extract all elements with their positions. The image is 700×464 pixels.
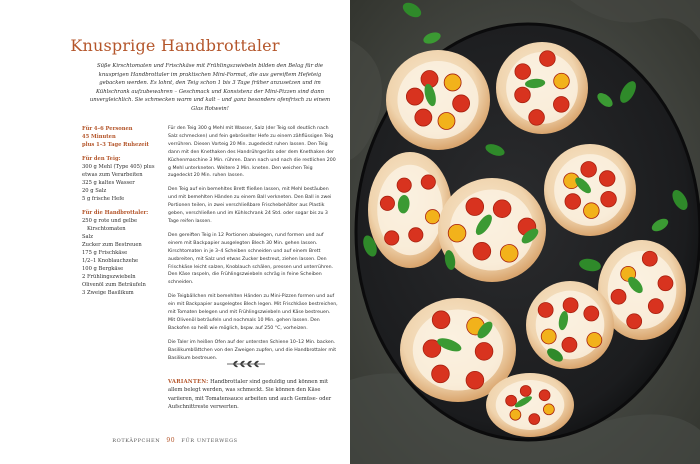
ingredient-item: 300 g Mehl (Type 405) plus etwas zum Verarbeiten xyxy=(82,164,155,178)
tomato-slice xyxy=(475,343,493,361)
ingredient-item: 175 g Frischkäse xyxy=(82,250,128,256)
tomato-slice xyxy=(448,224,466,242)
tomato-slice xyxy=(493,200,511,218)
servings: Für 4–6 Personen xyxy=(82,126,133,132)
tomato-slice xyxy=(563,298,578,313)
tomato-slice xyxy=(584,203,600,219)
tomato-slice xyxy=(466,198,484,216)
tomato-slice xyxy=(553,97,569,113)
tomato-slice xyxy=(581,162,597,178)
tomato-slice xyxy=(520,386,531,397)
ingredient-item: 20 g Salz xyxy=(82,188,107,194)
rest-time: plus 1–3 Tage Ruhezeit xyxy=(82,142,149,148)
footer-chapter: FÜR UNTERWEGS xyxy=(181,438,238,444)
page-number: 90 xyxy=(166,437,176,444)
tomato-slice xyxy=(409,228,423,242)
tomato-slice xyxy=(565,194,581,210)
tomato-slice xyxy=(380,196,394,210)
ingredient-item: Kirschtomaten xyxy=(87,226,126,232)
ingredient-item: 250 g rote und gelbe xyxy=(82,218,138,224)
recipe-intro: Süße Kirschtomaten und Frischkäse mit Frühlingszwiebeln bilden den Belag für die knusprigen Handbrottaler im praktischen Mini-Format, die aus gereiftem Hefeteig gebacken werden. Es lohnt, den Teig schon 1 bis 3 Tage früher anzusetzen und im Kühlschrank aufzubewahren – Geschmack und Konsistenz der Mini-Pizzen sind dann unvergleichlich. Sie schmecken warm und kalt – und ganz besonders ofenfrisch zu einem Glas Rotwein! xyxy=(89,63,331,112)
tomato-slice xyxy=(562,337,577,352)
tomato-slice xyxy=(627,314,642,329)
tomato-slice xyxy=(421,175,435,189)
tomato-slice xyxy=(385,231,399,245)
tomato-slice xyxy=(529,110,545,126)
method-text xyxy=(168,125,338,368)
tomato-slice xyxy=(658,276,673,291)
topping-heading: Für die Handbrottaler: xyxy=(82,210,149,216)
tomato-slice xyxy=(540,51,556,67)
tomato-slice xyxy=(539,390,550,401)
tomato-slice xyxy=(599,171,615,187)
tomato-slice xyxy=(397,178,411,192)
step-paragraph: Die Teigbällchen mit bemehlten Händen zu Mini-Pizzen formen und auf ein mit Backpapier ausgelegtes Blech legen. Mit Frischkäse bestreichen, mit Tomaten belegen und mit Frühlingszwiebeln und Käse bestreuen. Mit Olivenöl beträufeln und nochmals 10 Min. gehen lassen. Den Backofen so heiß wie möglich, bspw. auf 250 °C, vorheizen. xyxy=(168,294,338,331)
tomato-slice xyxy=(515,64,531,80)
ingredient-item: 5 g frische Hefe xyxy=(82,196,125,202)
tomato-slice xyxy=(541,329,556,344)
ingredient-item: Salz xyxy=(82,234,94,240)
tomato-slice xyxy=(432,365,450,383)
tomato-slice xyxy=(432,311,450,329)
tomato-slice xyxy=(425,210,439,224)
footer-book-title: ROTKÄPPCHEN xyxy=(112,438,161,444)
ingredient-item: 2 Frühlingszwiebeln xyxy=(82,274,136,280)
mini-pizzas-photo xyxy=(350,0,700,464)
tomato-slice xyxy=(415,109,432,126)
step-paragraph: Den Teig auf ein bemehltes Brett fließen lassen, mit Mehl bestäuben und mit bemehlten Händen zu einem Ball verkneten. Den Ball in zwei Portionen teilen, in zwei verschließbare Frischebehälter aus Plastik geben, verschließen und im Kühlschrank 24 Std. oder sogar bis zu 3 Tage reifen lassen. xyxy=(168,187,332,224)
tomato-slice xyxy=(466,371,484,389)
tomato-slice xyxy=(510,409,521,420)
ingredient-item: 325 g kaltes Wasser xyxy=(82,180,135,186)
ingredient-item: Olivenöl zum Beträufeln xyxy=(82,282,146,288)
tomato-slice xyxy=(601,191,617,207)
prep-time: 45 Minuten xyxy=(82,134,116,140)
variants-note xyxy=(168,378,338,411)
page-footer xyxy=(0,437,350,444)
step-paragraph: Für den Teig 300 g Mehl mit Wasser, Salz (der Teig soll deutlich nach Salz schmecken) und fein gebröselter Hefe zu einem zähflüssigen Teig verrühren. Diesen Vorteig 20 Min. zugedeckt ruhen lassen. Den Teig dann mit den Knethaken des Handrührgeräts oder dem Knethaken der Küchenmaschine 3 Min. rühren. Dann nach und nach die restlichen 200 g Mehl unterkneten. Weitere 2 Min. kneten. Den weichen Teig zugedeckt 20 Min. ruhen lassen. xyxy=(168,126,336,179)
tomato-slice xyxy=(438,112,455,129)
ingredient-item: 3 Zweige Basilikum xyxy=(82,290,134,296)
leaf-ornament-icon xyxy=(225,358,267,370)
tomato-slice xyxy=(584,306,599,321)
tomato-slice xyxy=(515,87,531,103)
tomato-slice xyxy=(500,244,518,262)
tomato-slice xyxy=(648,299,663,314)
variants-label: VARIANTEN: xyxy=(168,379,209,385)
tomato-slice xyxy=(529,414,540,425)
ingredient-item: 100 g Bergkäse xyxy=(82,266,124,272)
tomato-slice xyxy=(453,95,470,112)
tomato-slice xyxy=(554,73,570,89)
tomato-slice xyxy=(611,289,626,304)
ingredient-item: 1/2–1 Knoblauchzehe xyxy=(82,258,139,264)
tomato-slice xyxy=(473,242,491,260)
tomato-slice xyxy=(506,395,517,406)
ingredients-sidebar xyxy=(82,125,162,297)
tomato-slice xyxy=(406,88,423,105)
tomato-slice xyxy=(538,303,553,318)
dough-heading: Für den Teig: xyxy=(82,156,121,162)
tomato-slice xyxy=(444,74,461,91)
tomato-slice xyxy=(642,251,657,266)
step-paragraph: Den gereiften Teig in 12 Portionen abwiegen, rund formen und auf einem mit Backpapier ausgelegten Blech 30 Min. gehen lassen. Kirschtomaten in je 3–4 Scheiben schneiden und auf einem Brett ausbreiten, mit Salz und etwas Zucker bestreut, ziehen lassen. Den Frischkäse leicht salzen, Knoblauch schälen, pressen und unterrühren. Den Käse raspeln, die Frühlingszwiebeln schräg in feine Scheiben schneiden. xyxy=(168,232,334,286)
ingredient-item: Zucker zum Bestreuen xyxy=(82,242,142,248)
recipe-title: Knusprige Handbrottaler xyxy=(70,36,280,55)
tomato-slice xyxy=(587,333,602,348)
step-paragraph: Die Taler im heißen Ofen auf der untersten Schiene 10–12 Min. backen. Basilikumblättchen von den Zweigen zupfen, und die Handbrottaler mit Basilikum bestreuen. xyxy=(168,339,337,361)
variants-text: Handbrottaler sind geduldig und können mit allem belegt werden, was schmeckt. Sie können den Käse variieren, mit Tomatensauce arbeiten und auch Gemüse- oder Aufschnittreste verwerten. xyxy=(168,379,332,410)
tomato-slice xyxy=(543,404,554,415)
